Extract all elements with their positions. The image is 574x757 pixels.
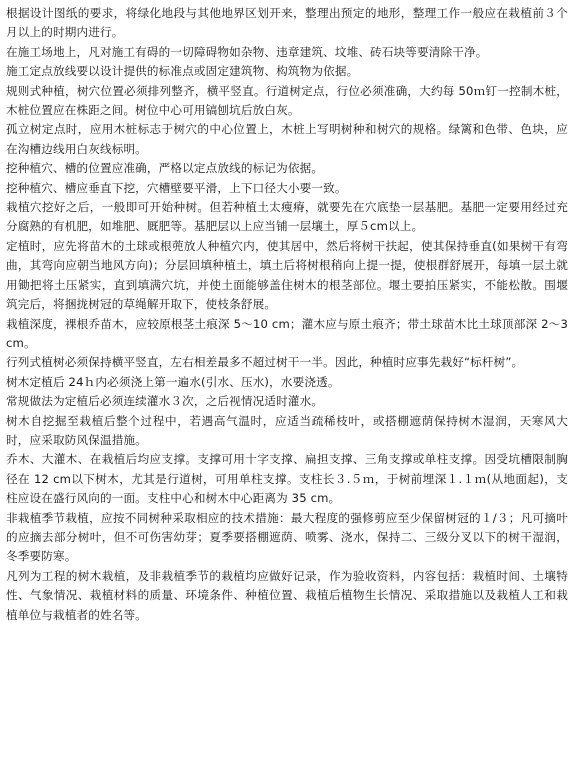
paragraph-row-alignment: 行列式植树必须保持横平竖直，左右相差最多不超过树干一半。因此，种植时应事先栽好“标杆树”。 (6, 355, 524, 370)
paragraph-first-watering: 树木定植后 24ｈ内必须浇上第一遍水(引水、压水)，水要浇透。 (6, 374, 340, 389)
paragraph-pit-position: 挖种植穴、槽的位置应准确，严格以定点放线的标记为依据。 (6, 161, 324, 176)
paragraph-clear-obstacles: 在施工场地上，凡对施工有碍的一切障碍物如杂物、违章建筑、坟堆、砖石块等要清除干净。 (6, 44, 488, 59)
paragraph-repeat-watering: 常规做法为定植后必须连续灌水３次，之后视情况适时灌水。 (6, 394, 324, 409)
paragraph-support-staking: 乔木、大灌木、在栽植后均应支撑。支撑可用十字支撑、扁担支撑、三角支撑或单柱支撑。因受坑槽限制胸径在 12 cm以下树木，尤其是行道树，可用单柱支撑。支柱长３.５ｍ，于树前埋深１.１ｍ(从地面起)，支柱应设在盛行风向的一面。支柱中心和树木中心距离为 35 cm。 (6, 452, 568, 506)
paragraph-regular-planting: 规则式种植，树穴位置必须排列整齐，横平竖直。行道树定点，行位必须准确，大约每 50ｍ钉一控制木桩，木桩位置应在株距之间。树位中心可用镐刨坑后放白灰。 (6, 83, 568, 118)
paragraph-weather-protection: 树木自挖掘至栽植后整个过程中，若遇高气温时，应适当疏稀枝叶，或搭棚遮荫保持树木湿润，天寒风大时，应采取防风保温措施。 (6, 413, 568, 447)
paragraph-planting-depth: 栽植深度，裸根乔苗木，应较原根茎土痕深 5～10 cm；灌木应与原土痕齐；带土球苗木比土球顶部深 2～3 cm。 (6, 316, 568, 350)
paragraph-site-grading: 根据设计图纸的要求，将绿化地段与其他地界区划开来，整理出预定的地形，整理工作一般应在栽植前３个月以上的时期内进行。 (6, 6, 568, 40)
paragraph-off-season-planting: 非栽植季节栽植，应按不同树种采取相应的技术措施：最大程度的强修剪应至少保留树冠的１/３；凡可摘叶的应摘去部分树叶，但不可伤害幼芽；夏季要搭棚遮荫、喷雾、浇水，保持二、三级分叉以下的树干湿润，冬季要防寒。 (6, 510, 568, 564)
document-page (6, 0, 568, 625)
paragraph-pit-digging: 挖种植穴、槽应垂直下挖，穴槽壁要平滑，上下口径大小要一致。 (6, 180, 347, 195)
paragraph-planting-procedure: 定植时，应先将苗木的土球或根蔸放人种植穴内，使其居中，然后将树干扶起，使其保持垂直(如果树干有弯曲，其弯向应朝当地风方向)；分层回填种植土，填土后将树根稍向上提一提，使根群舒展开，每填一层土就用锄把将土压紧实，直到填满穴坑，并使土面能够盖住树木的根茎部位。堰土要拍压紧实，不能松散。围堰筑完后，将捆拢树冠的草绳解开取下，使枝条舒展。 (6, 238, 568, 312)
paragraph-layout-reference: 施工定点放线要以设计提供的标准点或固定建筑物、构筑物为依据。 (6, 64, 359, 79)
paragraph-isolated-tree: 孤立树定点时，应用木桩标志于树穴的中心位置上，木桩上写明树种和树穴的规格。绿篱和色带、色块，应在沟槽边线用白灰线标明。 (6, 122, 568, 156)
paragraph-base-fertilizer: 栽植穴挖好之后，一般即可开始种树。但若种植土太瘦瘠，就要先在穴底垫一层基肥。基肥一定要用经过充分腐熟的有机肥，如堆肥、厩肥等。基肥层以上应当铺一层壤土，厚５cm以上。 (6, 200, 568, 234)
paragraph-records: 凡列为工程的树木栽植，及非栽植季节的栽植均应做好记录，作为验收资料，内容包括：栽植时间、土壤特性、气象情况、栽植材料的质量、环境条件、种植位置、栽植后植物生长情况、采取措施以及栽植人工和栽植单位与栽植者的姓名等。 (6, 568, 568, 622)
